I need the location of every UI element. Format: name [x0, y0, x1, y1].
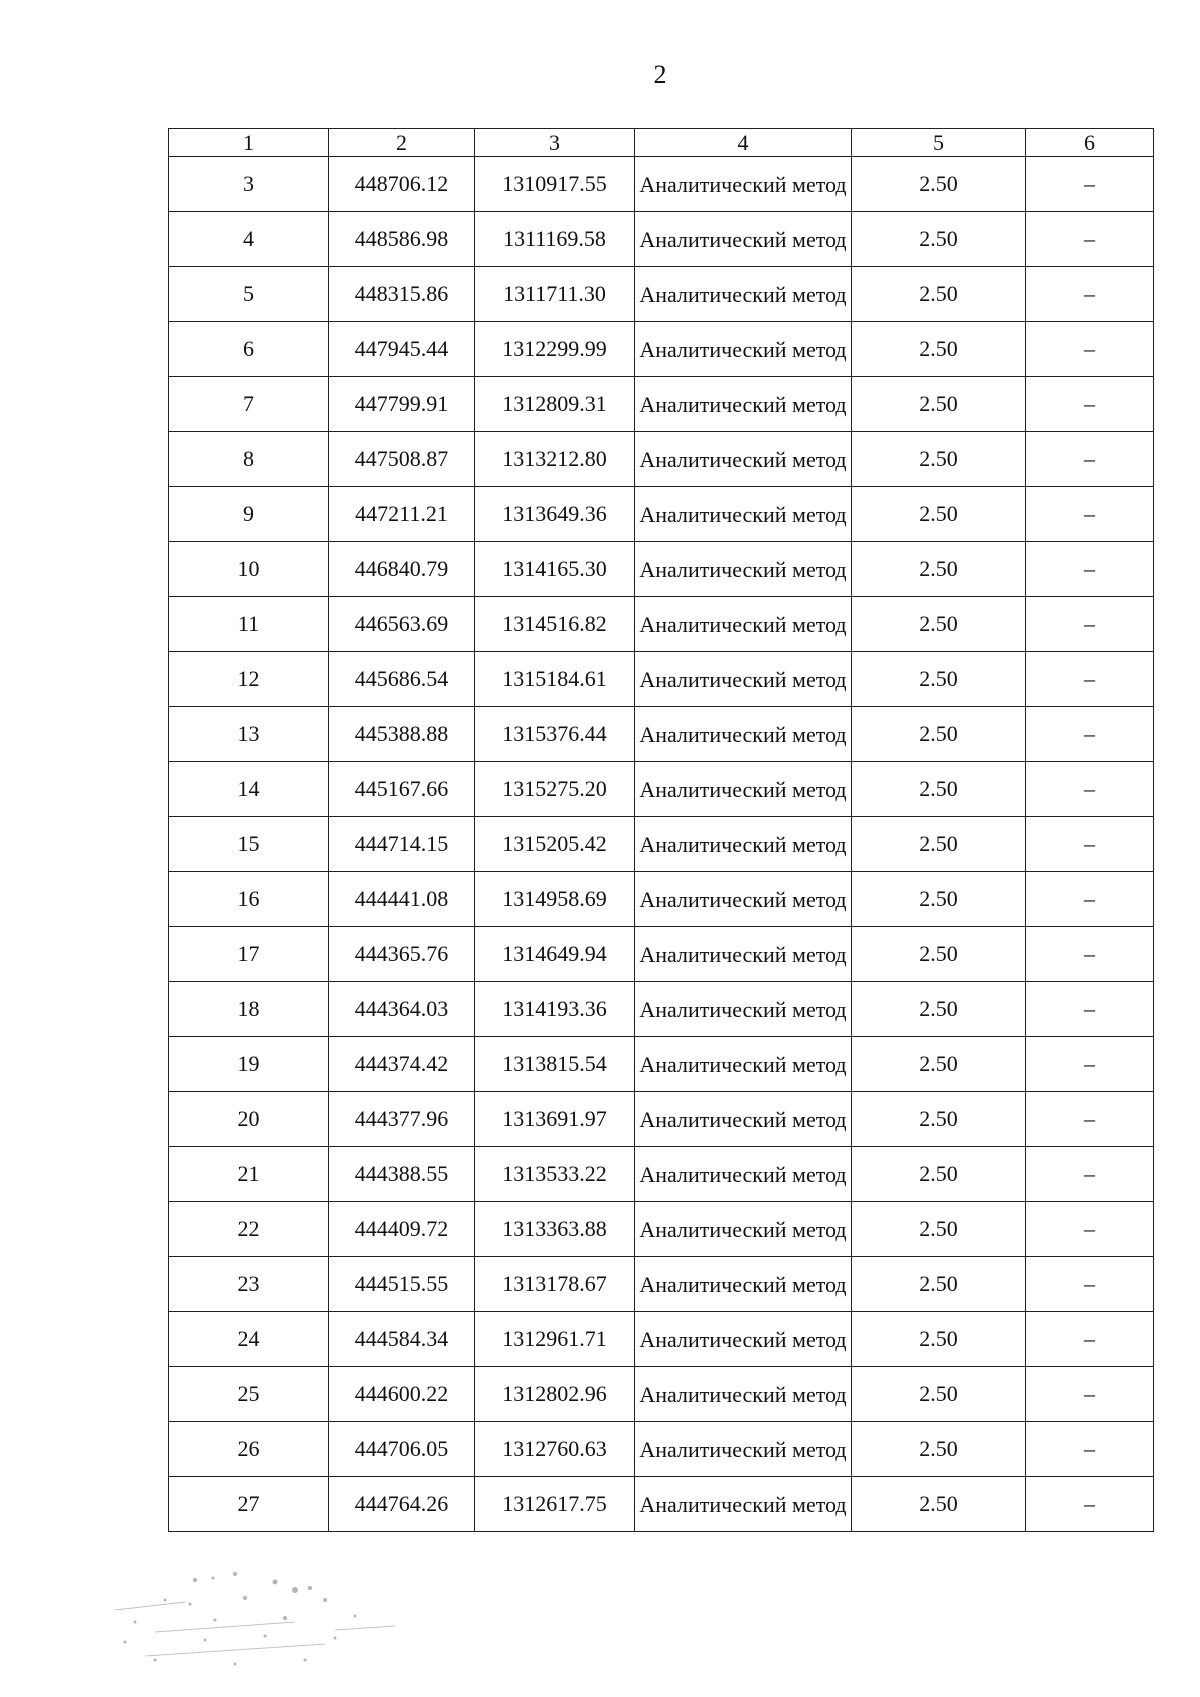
y-coordinate-cell: 1312299.99 — [475, 322, 635, 377]
x-coordinate-cell: 445388.88 — [329, 707, 475, 762]
x-coordinate-cell: 446840.79 — [329, 542, 475, 597]
point-number-cell: 17 — [169, 927, 329, 982]
note-cell: – — [1026, 817, 1154, 872]
table-row — [169, 762, 1154, 817]
table-row — [169, 817, 1154, 872]
accuracy-cell: 2.50 — [852, 1477, 1026, 1532]
table-row — [169, 1312, 1154, 1367]
scan-artifact — [95, 1560, 425, 1690]
point-number-cell: 16 — [169, 872, 329, 927]
column-header-2: 2 — [329, 129, 475, 157]
method-cell: Аналитический метод — [635, 927, 852, 982]
table-row — [169, 157, 1154, 212]
x-coordinate-cell: 444764.26 — [329, 1477, 475, 1532]
note-cell: – — [1026, 1367, 1154, 1422]
point-number-cell: 23 — [169, 1257, 329, 1312]
accuracy-cell: 2.50 — [852, 267, 1026, 322]
method-cell: Аналитический метод — [635, 817, 852, 872]
column-header-4: 4 — [635, 129, 852, 157]
table-row — [169, 1477, 1154, 1532]
point-number-cell: 22 — [169, 1202, 329, 1257]
x-coordinate-cell: 448586.98 — [329, 212, 475, 267]
method-cell: Аналитический метод — [635, 652, 852, 707]
point-number-cell: 9 — [169, 487, 329, 542]
point-number-cell: 21 — [169, 1147, 329, 1202]
y-coordinate-cell: 1311169.58 — [475, 212, 635, 267]
table-row — [169, 1257, 1154, 1312]
accuracy-cell: 2.50 — [852, 982, 1026, 1037]
point-number-cell: 15 — [169, 817, 329, 872]
method-cell: Аналитический метод — [635, 487, 852, 542]
point-number-cell: 5 — [169, 267, 329, 322]
table-row — [169, 377, 1154, 432]
point-number-cell: 10 — [169, 542, 329, 597]
point-number-cell: 27 — [169, 1477, 329, 1532]
point-number-cell: 4 — [169, 212, 329, 267]
point-number-cell: 12 — [169, 652, 329, 707]
x-coordinate-cell: 447945.44 — [329, 322, 475, 377]
table-row — [169, 1202, 1154, 1257]
method-cell: Аналитический метод — [635, 432, 852, 487]
y-coordinate-cell: 1313691.97 — [475, 1092, 635, 1147]
x-coordinate-cell: 445167.66 — [329, 762, 475, 817]
note-cell: – — [1026, 1202, 1154, 1257]
note-cell: – — [1026, 1312, 1154, 1367]
accuracy-cell: 2.50 — [852, 487, 1026, 542]
table-row — [169, 432, 1154, 487]
method-cell: Аналитический метод — [635, 762, 852, 817]
x-coordinate-cell: 444374.42 — [329, 1037, 475, 1092]
table-row — [169, 652, 1154, 707]
accuracy-cell: 2.50 — [852, 1422, 1026, 1477]
y-coordinate-cell: 1313815.54 — [475, 1037, 635, 1092]
note-cell: – — [1026, 1257, 1154, 1312]
x-coordinate-cell: 445686.54 — [329, 652, 475, 707]
accuracy-cell: 2.50 — [852, 707, 1026, 762]
x-coordinate-cell: 444600.22 — [329, 1367, 475, 1422]
y-coordinate-cell: 1314649.94 — [475, 927, 635, 982]
note-cell: – — [1026, 322, 1154, 377]
accuracy-cell: 2.50 — [852, 1367, 1026, 1422]
y-coordinate-cell: 1315275.20 — [475, 762, 635, 817]
method-cell: Аналитический метод — [635, 1477, 852, 1532]
method-cell: Аналитический метод — [635, 597, 852, 652]
accuracy-cell: 2.50 — [852, 597, 1026, 652]
note-cell: – — [1026, 377, 1154, 432]
column-header-1: 1 — [169, 129, 329, 157]
x-coordinate-cell: 444377.96 — [329, 1092, 475, 1147]
y-coordinate-cell: 1312617.75 — [475, 1477, 635, 1532]
y-coordinate-cell: 1314193.36 — [475, 982, 635, 1037]
note-cell: – — [1026, 927, 1154, 982]
x-coordinate-cell: 447211.21 — [329, 487, 475, 542]
y-coordinate-cell: 1314165.30 — [475, 542, 635, 597]
note-cell: – — [1026, 1037, 1154, 1092]
table-row — [169, 982, 1154, 1037]
accuracy-cell: 2.50 — [852, 1147, 1026, 1202]
table-row — [169, 927, 1154, 982]
x-coordinate-cell: 444441.08 — [329, 872, 475, 927]
note-cell: – — [1026, 872, 1154, 927]
y-coordinate-cell: 1314516.82 — [475, 597, 635, 652]
x-coordinate-cell: 444388.55 — [329, 1147, 475, 1202]
accuracy-cell: 2.50 — [852, 432, 1026, 487]
table-row — [169, 212, 1154, 267]
table-row — [169, 1092, 1154, 1147]
point-number-cell: 25 — [169, 1367, 329, 1422]
method-cell: Аналитический метод — [635, 1312, 852, 1367]
note-cell: – — [1026, 597, 1154, 652]
point-number-cell: 13 — [169, 707, 329, 762]
x-coordinate-cell: 447508.87 — [329, 432, 475, 487]
page-number: 2 — [653, 60, 667, 89]
method-cell: Аналитический метод — [635, 1367, 852, 1422]
method-cell: Аналитический метод — [635, 982, 852, 1037]
method-cell: Аналитический метод — [635, 1037, 852, 1092]
y-coordinate-cell: 1315205.42 — [475, 817, 635, 872]
method-cell: Аналитический метод — [635, 542, 852, 597]
note-cell: – — [1026, 487, 1154, 542]
table-body — [169, 157, 1154, 1532]
y-coordinate-cell: 1310917.55 — [475, 157, 635, 212]
column-header-6: 6 — [1026, 129, 1154, 157]
note-cell: – — [1026, 432, 1154, 487]
x-coordinate-cell: 444584.34 — [329, 1312, 475, 1367]
accuracy-cell: 2.50 — [852, 542, 1026, 597]
y-coordinate-cell: 1313533.22 — [475, 1147, 635, 1202]
x-coordinate-cell: 444714.15 — [329, 817, 475, 872]
table-row — [169, 267, 1154, 322]
table-row — [169, 542, 1154, 597]
note-cell: – — [1026, 982, 1154, 1037]
accuracy-cell: 2.50 — [852, 1037, 1026, 1092]
point-number-cell: 18 — [169, 982, 329, 1037]
note-cell: – — [1026, 157, 1154, 212]
y-coordinate-cell: 1313363.88 — [475, 1202, 635, 1257]
x-coordinate-cell: 448706.12 — [329, 157, 475, 212]
note-cell: – — [1026, 212, 1154, 267]
coordinates-table — [168, 128, 1154, 1532]
accuracy-cell: 2.50 — [852, 927, 1026, 982]
y-coordinate-cell: 1315184.61 — [475, 652, 635, 707]
table-row — [169, 1037, 1154, 1092]
note-cell: – — [1026, 1092, 1154, 1147]
point-number-cell: 24 — [169, 1312, 329, 1367]
y-coordinate-cell: 1312802.96 — [475, 1367, 635, 1422]
method-cell: Аналитический метод — [635, 1422, 852, 1477]
method-cell: Аналитический метод — [635, 872, 852, 927]
x-coordinate-cell: 444409.72 — [329, 1202, 475, 1257]
note-cell: – — [1026, 707, 1154, 762]
table-row — [169, 487, 1154, 542]
method-cell: Аналитический метод — [635, 377, 852, 432]
table-header-row — [169, 129, 1154, 157]
x-coordinate-cell: 444515.55 — [329, 1257, 475, 1312]
point-number-cell: 11 — [169, 597, 329, 652]
point-number-cell: 26 — [169, 1422, 329, 1477]
y-coordinate-cell: 1315376.44 — [475, 707, 635, 762]
accuracy-cell: 2.50 — [852, 1092, 1026, 1147]
method-cell: Аналитический метод — [635, 707, 852, 762]
accuracy-cell: 2.50 — [852, 377, 1026, 432]
accuracy-cell: 2.50 — [852, 652, 1026, 707]
x-coordinate-cell: 448315.86 — [329, 267, 475, 322]
y-coordinate-cell: 1314958.69 — [475, 872, 635, 927]
accuracy-cell: 2.50 — [852, 157, 1026, 212]
accuracy-cell: 2.50 — [852, 1202, 1026, 1257]
y-coordinate-cell: 1312961.71 — [475, 1312, 635, 1367]
method-cell: Аналитический метод — [635, 267, 852, 322]
point-number-cell: 20 — [169, 1092, 329, 1147]
method-cell: Аналитический метод — [635, 1092, 852, 1147]
x-coordinate-cell: 447799.91 — [329, 377, 475, 432]
point-number-cell: 6 — [169, 322, 329, 377]
accuracy-cell: 2.50 — [852, 322, 1026, 377]
y-coordinate-cell: 1312809.31 — [475, 377, 635, 432]
x-coordinate-cell: 444365.76 — [329, 927, 475, 982]
coordinates-table-container — [168, 128, 1154, 1532]
note-cell: – — [1026, 762, 1154, 817]
method-cell: Аналитический метод — [635, 212, 852, 267]
y-coordinate-cell: 1312760.63 — [475, 1422, 635, 1477]
table-row — [169, 1367, 1154, 1422]
column-header-3: 3 — [475, 129, 635, 157]
y-coordinate-cell: 1311711.30 — [475, 267, 635, 322]
point-number-cell: 3 — [169, 157, 329, 212]
table-row — [169, 872, 1154, 927]
y-coordinate-cell: 1313178.67 — [475, 1257, 635, 1312]
point-number-cell: 8 — [169, 432, 329, 487]
method-cell: Аналитический метод — [635, 322, 852, 377]
table-row — [169, 707, 1154, 762]
x-coordinate-cell: 444706.05 — [329, 1422, 475, 1477]
point-number-cell: 19 — [169, 1037, 329, 1092]
x-coordinate-cell: 446563.69 — [329, 597, 475, 652]
point-number-cell: 14 — [169, 762, 329, 817]
y-coordinate-cell: 1313649.36 — [475, 487, 635, 542]
method-cell: Аналитический метод — [635, 157, 852, 212]
column-header-5: 5 — [852, 129, 1026, 157]
table-row — [169, 597, 1154, 652]
x-coordinate-cell: 444364.03 — [329, 982, 475, 1037]
note-cell: – — [1026, 267, 1154, 322]
y-coordinate-cell: 1313212.80 — [475, 432, 635, 487]
accuracy-cell: 2.50 — [852, 1257, 1026, 1312]
accuracy-cell: 2.50 — [852, 212, 1026, 267]
method-cell: Аналитический метод — [635, 1257, 852, 1312]
note-cell: – — [1026, 1147, 1154, 1202]
accuracy-cell: 2.50 — [852, 762, 1026, 817]
table-row — [169, 322, 1154, 377]
note-cell: – — [1026, 1477, 1154, 1532]
note-cell: – — [1026, 1422, 1154, 1477]
note-cell: – — [1026, 652, 1154, 707]
table-row — [169, 1422, 1154, 1477]
point-number-cell: 7 — [169, 377, 329, 432]
accuracy-cell: 2.50 — [852, 1312, 1026, 1367]
method-cell: Аналитический метод — [635, 1202, 852, 1257]
accuracy-cell: 2.50 — [852, 817, 1026, 872]
accuracy-cell: 2.50 — [852, 872, 1026, 927]
note-cell: – — [1026, 542, 1154, 597]
table-row — [169, 1147, 1154, 1202]
method-cell: Аналитический метод — [635, 1147, 852, 1202]
